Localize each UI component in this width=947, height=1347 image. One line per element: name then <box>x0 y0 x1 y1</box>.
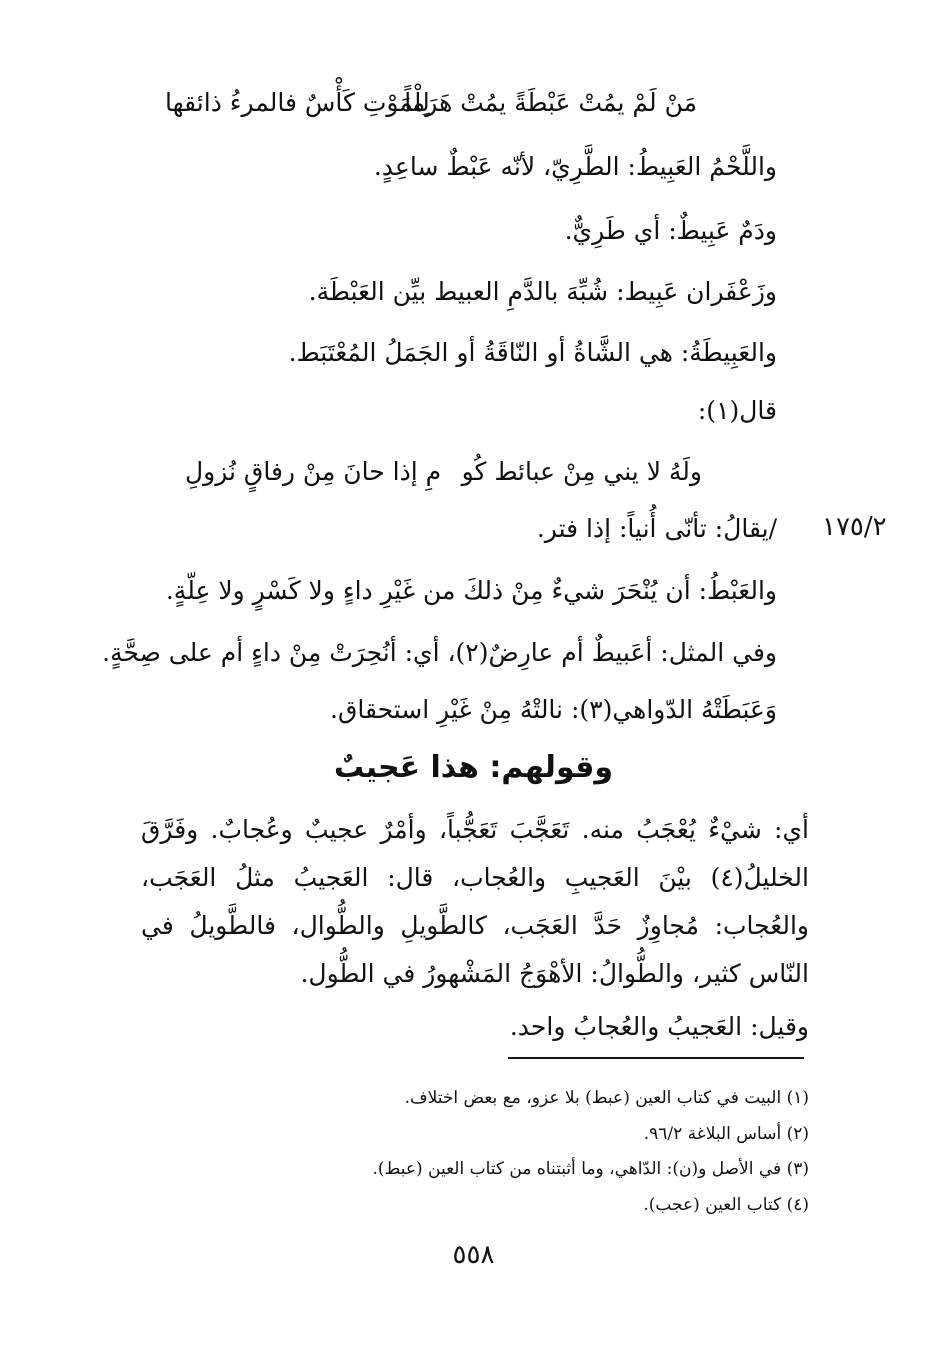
text-line-last: وقيل: العَجيبُ والعُجابُ واحد. <box>509 1012 809 1041</box>
text-line-3: وزَعْفَران عَبِيط: شُبِّهَ بالدَّمِ العبيط بيِّن العَبْطَة. <box>308 277 777 306</box>
footnote-divider <box>508 1057 804 1059</box>
verse1-right-hemistich: مَنْ لَمْ يمُتْ عَبْطَةً يمُتْ هَرَماً <box>404 88 697 117</box>
footnote-1: (١) البيت في كتاب العين (عبط) بلا عزو، مع بعض اختلاف. <box>404 1088 809 1108</box>
text-line-8: وفي المثل: أعَبيطٌ أم عارِضٌ(٢)، أي: أنُحِرَتْ مِنْ داءٍ أم على صِحَّةٍ. <box>102 638 777 667</box>
text-line-4: والعَبِيطَةُ: هي الشَّاةُ أو النّاقَةُ أو الجَمَلُ المُعْتَبَط. <box>288 338 777 367</box>
section-heading: وقولهم: هذا عَجيبٌ <box>333 750 614 785</box>
text-line-5: قال(١): <box>697 396 777 425</box>
verse1-left-hemistich: لِلْمَوْتِ كَأْسٌ فالمرءُ ذائقها <box>165 88 430 117</box>
text-line-2: ودَمٌ عَبِيطٌ: أي طَرِيٌّ. <box>564 216 777 245</box>
text-line-7: والعَبْطُ: أن يُنْحَرَ شيءٌ مِنْ ذلكَ من غَيْرِ داءٍ ولا كَسْرٍ ولا عِلّةٍ. <box>165 576 777 605</box>
text-line-1: واللَّحْمُ العَبِيطُ: الطَّرِيّ، لأنّه عَبْطٌ ساعِدٍ. <box>373 152 777 181</box>
verse2-left-hemistich: مِ إذا حانَ مِنْ رفاقٍ نُزولِ <box>185 457 442 486</box>
text-line-6: /يقالُ: تأنّى أُنياً: إذا فتر. <box>536 514 777 543</box>
footnote-4: (٤) كتاب العين (عجب). <box>643 1195 809 1215</box>
footnote-3: (٣) في الأصل و(ن): الدّاهي، وما أثبتناه من كتاب العين (عبط). <box>372 1159 809 1179</box>
margin-reference: ١٧٥/٢ <box>822 512 887 542</box>
body-paragraph: أي: شيْءٌ يُعْجَبُ منه. تَعَجَّبَ تَعَجُّباً، وأمْرٌ عجيبٌ وعُجابٌ. وفَرَّقَ الخليلُ(٤) بيْنَ العَجيبِ والعُجاب، قال: العَجيبُ مثلُ العَجَب، والعُجاب: مُجاوِزٌ حَدَّ العَجَب، كالطَّويلِ والطُّوال، فالطَّويلُ في النّاس كثير، والطُّوالُ: الأهْوَجُ المَشْهورُ في الطُّول. <box>141 815 809 988</box>
page-number: ٥٥٨ <box>452 1240 495 1270</box>
text-line-9: وَعَبَطَتْهُ الدّواهي(٣): نالتْهُ مِنْ غَيْرِ استحقاق. <box>330 695 777 724</box>
footnote-2: (٢) أساس البلاغة ٩٦/٢. <box>643 1124 809 1144</box>
verse2-right-hemistich: ولَهُ لا يني مِنْ عبائط كُو <box>461 457 702 486</box>
